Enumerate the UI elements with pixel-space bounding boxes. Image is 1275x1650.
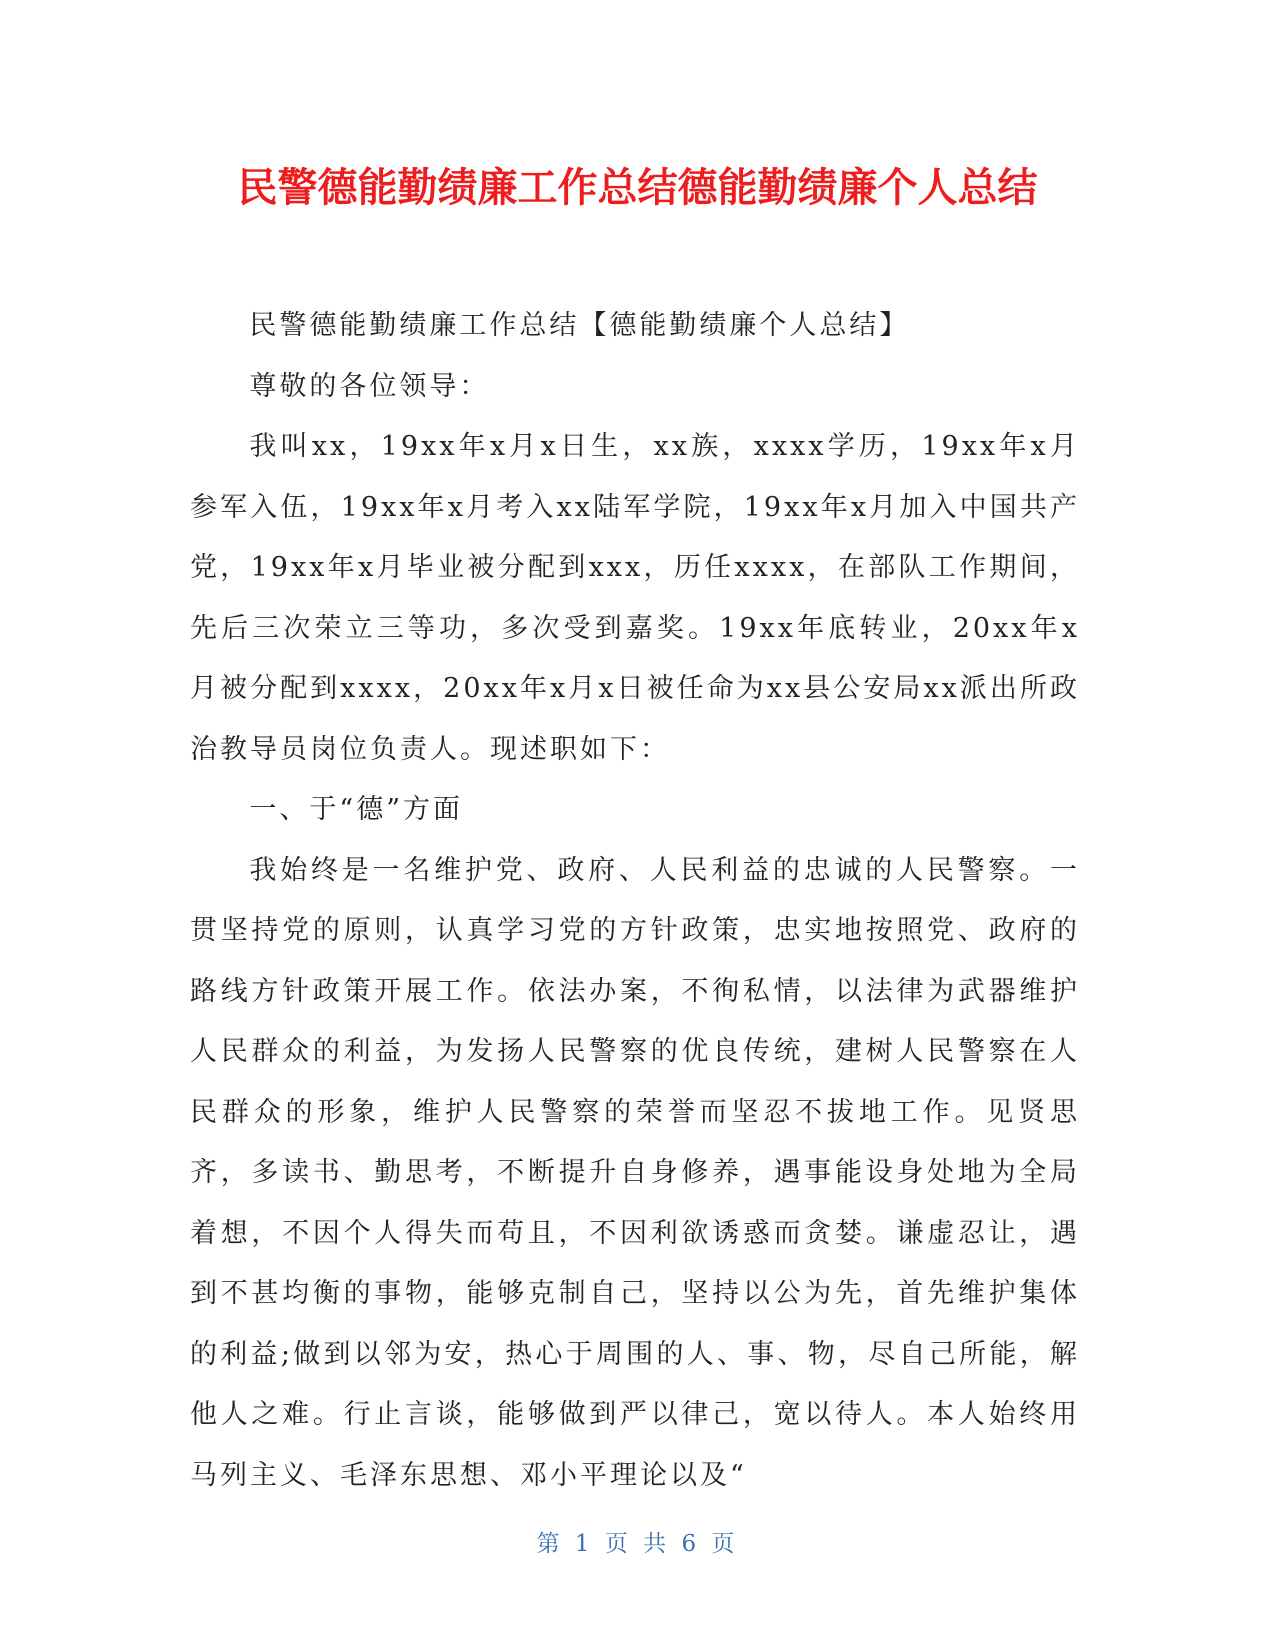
paragraph-salutation: 尊敬的各位领导： xyxy=(249,370,490,402)
footer-suffix: 页 xyxy=(711,1531,739,1557)
footer-prefix: 第 xyxy=(536,1531,564,1557)
footer-current-page: 1 xyxy=(574,1531,594,1557)
paragraph-introduction: 我叫xx，19xx年x月x日生，xx族，xxxx学历，19xx年x月参军入伍，19xx年x月考入xx陆军学院，19xx年x月加入中国共产党，19xx年x月毕业被分配到xxx，历任xxxx，在部队工作期间，先后三次荣立三等功，多次受到嘉奖。19xx年底转业，20xx年x月被分配到xxxx，20xx年x月x日被任命为xx县公安局xx派出所政治教导员岗位负责人。现述职如下： xyxy=(190,431,1080,765)
paragraph-virtue-section: 我始终是一名维护党、政府、人民利益的忠诚的人民警察。一贯坚持党的原则，认真学习党的方针政策，忠实地按照党、政府的路线方针政策开展工作。依法办案，不徇私情，以法律为武器维护人民群众的利益，为发扬人民警察的优良传统，建树人民警察在人民群众的形象，维护人民警察的荣誉而坚忍不拔地工作。见贤思齐，多读书、勤思考，不断提升自身修养，遇事能设身处地为全局着想，不因个人得失而苟且，不因利欲诱惑而贪婪。谦虚忍让，遇到不甚均衡的事物，能够克制自己，坚持以公为先，首先维护集体的利益;做到以邻为安，热心于周围的人、事、物，尽自己所能，解他人之难。行止言谈，能够做到严以律己，宽以待人。本人始终用马列主义、毛泽东思想、邓小平理论以及“ xyxy=(190,854,1080,1491)
document-body xyxy=(190,296,1080,1506)
document-title: 民警德能勤绩廉工作总结德能勤绩廉个人总结 xyxy=(237,165,1038,211)
page-footer xyxy=(0,1525,1275,1558)
paragraph-section-heading: 一、于“德”方面 xyxy=(249,794,463,825)
paragraph-subtitle: 民警德能勤绩廉工作总结【德能勤绩廉个人总结】 xyxy=(249,310,910,341)
footer-middle: 页 共 xyxy=(604,1531,671,1557)
footer-total-pages: 6 xyxy=(681,1531,701,1557)
